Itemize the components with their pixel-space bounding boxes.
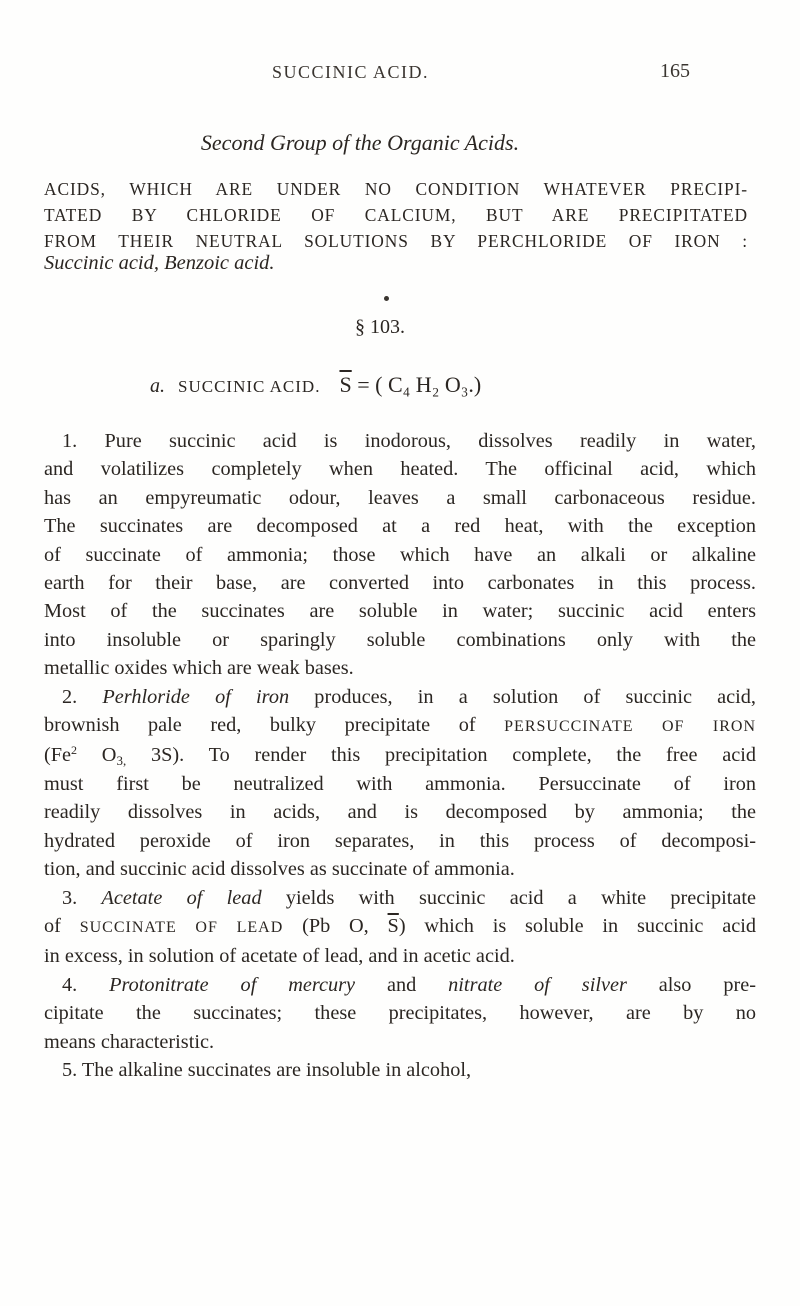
text-line: hydrated peroxide of iron separates, in this process of decomposi- (44, 829, 756, 852)
page-number: 165 (660, 60, 690, 82)
formula-letter: a. (150, 375, 165, 397)
text-line: The succinates are decomposed at a red heat, with the exception (44, 515, 756, 538)
text-line: tion, and succinic acid dissolves as succinate of ammonia. (44, 858, 515, 881)
text-line: means characteristic. (44, 1030, 215, 1053)
para-num: 4. (62, 973, 78, 996)
text-run: O (101, 744, 117, 767)
formula-heading (150, 372, 481, 398)
text-run: To render this precipitation complete, the free acid (208, 744, 756, 767)
text-line: and volatilizes completely when heated. The officinal acid, which (44, 458, 756, 481)
text-run: (Fe (44, 744, 72, 767)
reagent-name: Protonitrate of mercury (109, 973, 356, 996)
text-run: produces, in a solution of succinic acid, (314, 685, 756, 708)
text-line: into insoluble or sparingly soluble combinations only with the (44, 628, 756, 651)
intro-line: ACIDS, WHICH ARE UNDER NO CONDITION WHATEVER PRECIPI- (44, 179, 748, 199)
running-head: SUCCINIC ACID. (272, 62, 430, 82)
text-line: metallic oxides which are weak bases. (44, 657, 354, 680)
section-title-text: Second Group of the Organic Acids. (200, 130, 520, 155)
section-title (0, 130, 800, 156)
text-line (44, 683, 756, 711)
subscript: 3, (116, 753, 127, 769)
text-line: Most of the succinates are soluble in water; succinic acid enters (44, 600, 756, 623)
text-line: in excess, in solution of acetate of lead, and in acetic acid. (44, 945, 515, 968)
text-run: yields with succinic acid a white precipitate (285, 886, 756, 909)
formula-expression (339, 372, 481, 397)
bullet-dot (384, 296, 389, 301)
compound-name: SUCCINATE OF LEAD (79, 918, 284, 936)
text-line: has an empyreumatic odour, leaves a small carbonaceous residue. (44, 486, 756, 509)
text-line: readily dissolves in acids, and is decomposed by ammonia; the (44, 801, 756, 824)
superscript: 2 (71, 743, 78, 758)
para-num: 3. (62, 886, 78, 909)
text-line (44, 741, 756, 769)
text-run: brownish pale red, bulky precipitate of (44, 714, 476, 737)
text-run: 3S). (150, 744, 185, 767)
text-line (44, 912, 756, 942)
body-text (44, 427, 756, 1084)
para-num: 2. (62, 685, 78, 708)
text-run: also pre- (658, 973, 756, 996)
acids-list: Succinic acid, Benzoic acid. (44, 252, 275, 274)
text-run: of (44, 914, 61, 937)
text-line: 1. Pure succinic acid is inodorous, dissolves readily in water, (62, 430, 756, 452)
reagent-name: Perhloride of iron (102, 685, 290, 708)
compound-name: PERSUCCINATE OF IRON (504, 718, 757, 736)
text-line: cipitate the succinates; these precipitates, however, are by no (44, 1002, 756, 1025)
section-intro (44, 176, 748, 254)
reagent-name: Acetate of lead (101, 886, 262, 909)
formula-label: SUCCINIC ACID. (178, 377, 321, 396)
intro-line: FROM THEIR NEUTRAL SOLUTIONS BY PERCHLORIDE OF IRON : (44, 231, 748, 251)
intro-line: TATED BY CHLORIDE OF CALCIUM, BUT ARE PRECIPITATED (44, 205, 748, 225)
text-run: and (386, 973, 417, 996)
formula-symbol: $\overline{S}$ (339, 372, 352, 397)
text-line: earth for their base, are converted into carbonates in this process. (44, 572, 756, 595)
paragraph-number-text: § 103. (355, 316, 405, 338)
formula-body: ( C₄ H₂ O₃.) (375, 372, 482, 397)
text-run: (Pb O, (302, 914, 369, 937)
text-line: of succinate of ammonia; those which have an alkali or alkaline (44, 543, 756, 566)
reagent-name: nitrate of silver (448, 973, 627, 996)
paragraph-number (0, 316, 800, 339)
text-run: ) which is soluble in succinic acid (398, 914, 756, 937)
text-line (44, 711, 756, 741)
text-line: 5. The alkaline succinates are insoluble in alcohol, (62, 1058, 472, 1081)
text-line (44, 884, 756, 912)
formula-symbol: $\overline{S}$ (387, 914, 399, 937)
text-line: must first be neutralized with ammonia. Persuccinate of iron (44, 772, 756, 795)
formula-equals: = (357, 372, 370, 397)
text-line (44, 971, 756, 999)
